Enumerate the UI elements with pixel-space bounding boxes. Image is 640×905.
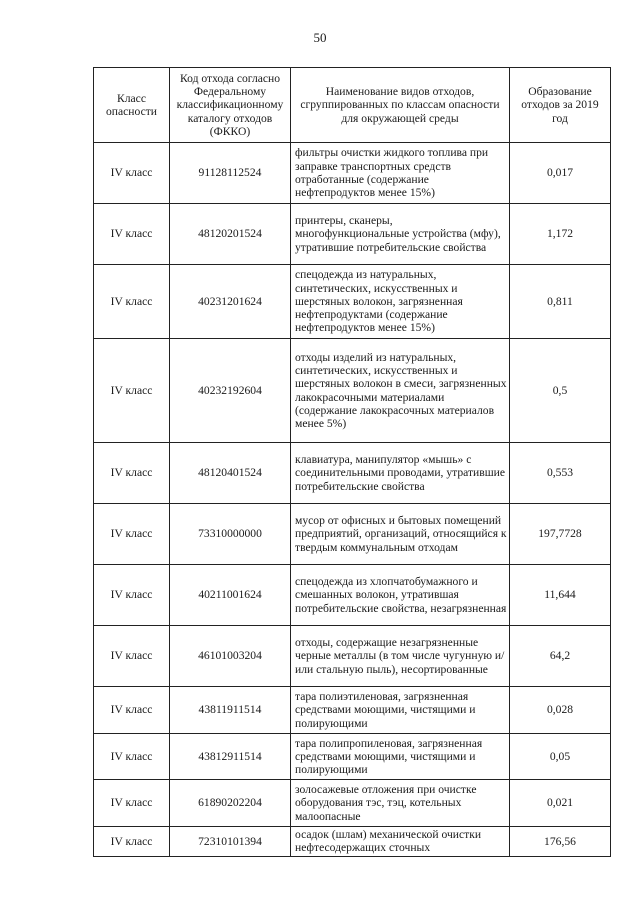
table-row [94,265,611,339]
cell-class: IV класс [94,443,170,504]
cell-name: золосажевые отложения при очистке оборудования тэс, тэц, котельных малоопасные [291,780,510,827]
header-waste-name: Наименование видов отходов, сгруппированных по классам опасности для окружающей среды [291,68,510,143]
cell-amount: 0,5 [510,339,611,443]
table-row [94,143,611,204]
table-row [94,734,611,780]
cell-class: IV класс [94,687,170,734]
cell-code: 40232192604 [170,339,291,443]
table-row [94,780,611,827]
cell-code: 43812911514 [170,734,291,780]
table-row [94,339,611,443]
cell-name: тара полипропиленовая, загрязненная средствами моющими, чистящими и полирующими [291,734,510,780]
cell-code: 73310000000 [170,504,291,565]
cell-amount: 1,172 [510,204,611,265]
cell-class: IV класс [94,827,170,857]
cell-class: IV класс [94,204,170,265]
cell-name: клавиатура, манипулятор «мышь» с соединительными проводами, утратившие потребительские свойства [291,443,510,504]
cell-name: отходы, содержащие незагрязненные черные металлы (в том числе чугунную и/или стальную пыль), несортированные [291,626,510,687]
table-row [94,626,611,687]
cell-amount: 0,811 [510,265,611,339]
cell-code: 48120201524 [170,204,291,265]
cell-name: мусор от офисных и бытовых помещений предприятий, организаций, относящийся к твердым коммунальным отходам [291,504,510,565]
cell-code: 72310101394 [170,827,291,857]
cell-amount: 176,56 [510,827,611,857]
cell-code: 46101003204 [170,626,291,687]
cell-code: 91128112524 [170,143,291,204]
table-header-row [94,68,611,143]
header-waste-code: Код отхода согласно Федеральному классификационному каталогу отходов (ФККО) [170,68,291,143]
table-row [94,827,611,857]
table-row [94,204,611,265]
cell-amount: 64,2 [510,626,611,687]
cell-code: 40211001624 [170,565,291,626]
table-row [94,443,611,504]
cell-amount: 11,644 [510,565,611,626]
cell-name: отходы изделий из натуральных, синтетических, искусственных и шерстяных волокон в смеси, загрязненных лакокрасочными материалами (содержание лакокрасочных материалов менее 5%) [291,339,510,443]
table-row [94,565,611,626]
cell-amount: 0,017 [510,143,611,204]
cell-class: IV класс [94,265,170,339]
cell-class: IV класс [94,143,170,204]
cell-name: спецодежда из натуральных, синтетических, искусственных и шерстяных волокон, загрязненная нефтепродуктами (содержание нефтепродуктов менее 15%) [291,265,510,339]
cell-amount: 0,553 [510,443,611,504]
page-number: 50 [313,30,327,45]
cell-class: IV класс [94,626,170,687]
cell-code: 43811911514 [170,687,291,734]
cell-code: 48120401524 [170,443,291,504]
header-waste-amount: Образование отходов за 2019 год [510,68,611,143]
cell-name: принтеры, сканеры, многофункциональные устройства (мфу), утратившие потребительские свойства [291,204,510,265]
cell-code: 61890202204 [170,780,291,827]
cell-amount: 0,05 [510,734,611,780]
cell-amount: 197,7728 [510,504,611,565]
cell-name: тара полиэтиленовая, загрязненная средствами моющими, чистящими и полирующими [291,687,510,734]
cell-name: фильтры очистки жидкого топлива при заправке транспортных средств отработанные (содержание нефтепродуктов менее 15%) [291,143,510,204]
waste-table [93,67,611,857]
header-hazard-class: Класс опасности [94,68,170,143]
cell-amount: 0,021 [510,780,611,827]
cell-class: IV класс [94,504,170,565]
table-row [94,687,611,734]
cell-name: спецодежда из хлопчатобумажного и смешанных волокон, утратившая потребительские свойства, незагрязненная [291,565,510,626]
table-row [94,504,611,565]
cell-amount: 0,028 [510,687,611,734]
cell-class: IV класс [94,565,170,626]
cell-class: IV класс [94,734,170,780]
cell-name: осадок (шлам) механической очистки нефтесодержащих сточных [291,827,510,857]
cell-class: IV класс [94,339,170,443]
cell-class: IV класс [94,780,170,827]
cell-code: 40231201624 [170,265,291,339]
